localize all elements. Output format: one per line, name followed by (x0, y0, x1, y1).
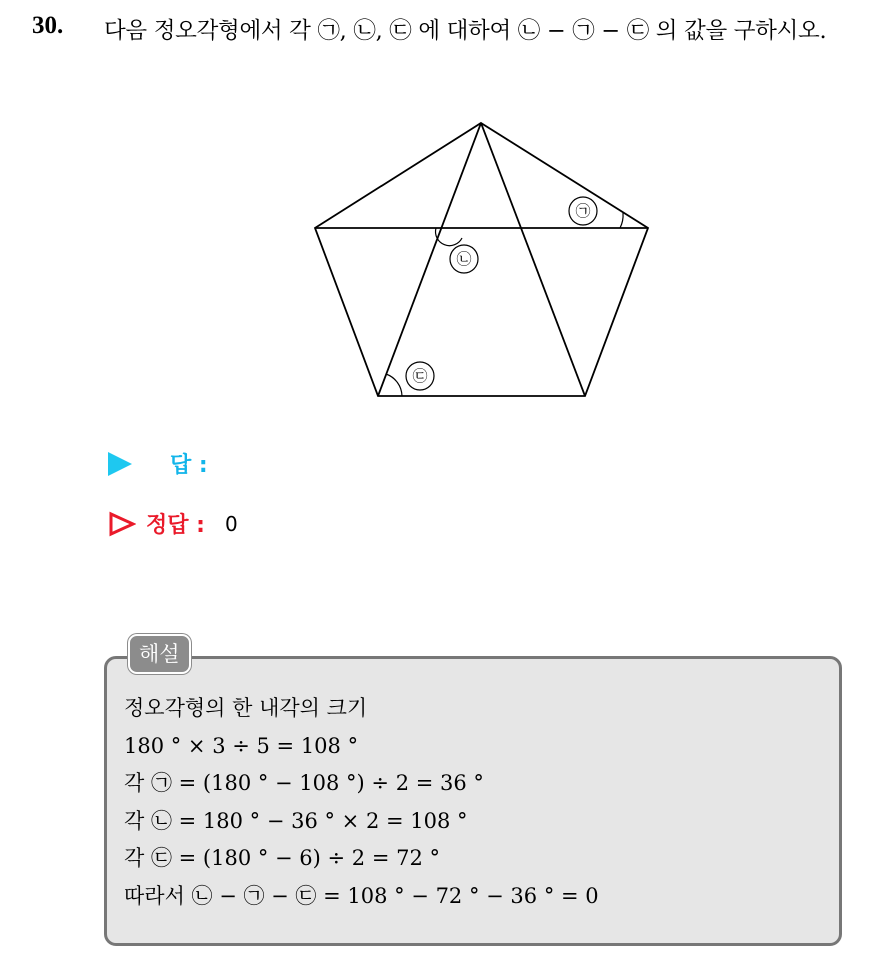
question-number: 30. (32, 12, 64, 39)
correct-marker-icon (108, 511, 136, 537)
label-c: ㉢ (412, 367, 428, 385)
explanation-line: 정오각형의 한 내각의 크기 (124, 696, 368, 720)
correct-answer-label: 정답 : (146, 513, 205, 538)
explanation-tab: 해설 (128, 634, 191, 674)
explanation-line: 각 ㉡ = 180 ° − 36 ° × 2 = 108 ° (124, 808, 468, 833)
explanation-line: 각 ㉢ = (180 ° − 6) ÷ 2 = 72 ° (124, 846, 441, 870)
correct-answer-value: 0 (224, 511, 238, 536)
label-b: ㉡ (456, 250, 472, 268)
explanation-line: 따라서 ㉡ − ㉠ − ㉢ = 108 ° − 72 ° − 36 ° = 0 (124, 883, 599, 908)
diagonal-right (481, 123, 585, 396)
explanation-line: 180 ° × 3 ÷ 5 = 108 ° (124, 733, 359, 758)
pentagon-outline (315, 123, 648, 396)
answer-label: 답 : (170, 453, 208, 478)
correct-answer-row (108, 508, 238, 539)
question-text: 다음 정오각형에서 각 ㉠, ㉡, ㉢ 에 대하여 ㉡ − ㉠ − ㉢ 의 값을 구하시오. (104, 18, 827, 44)
angle-arc-a (620, 213, 623, 228)
label-a: ㉠ (575, 202, 591, 220)
answer-row (108, 448, 228, 479)
explanation-line: 각 ㉠ = (180 ° − 108 °) ÷ 2 = 36 ° (124, 771, 484, 795)
angle-arc-c (386, 374, 402, 396)
answer-marker-icon (108, 452, 132, 476)
explanation-text (124, 690, 599, 915)
